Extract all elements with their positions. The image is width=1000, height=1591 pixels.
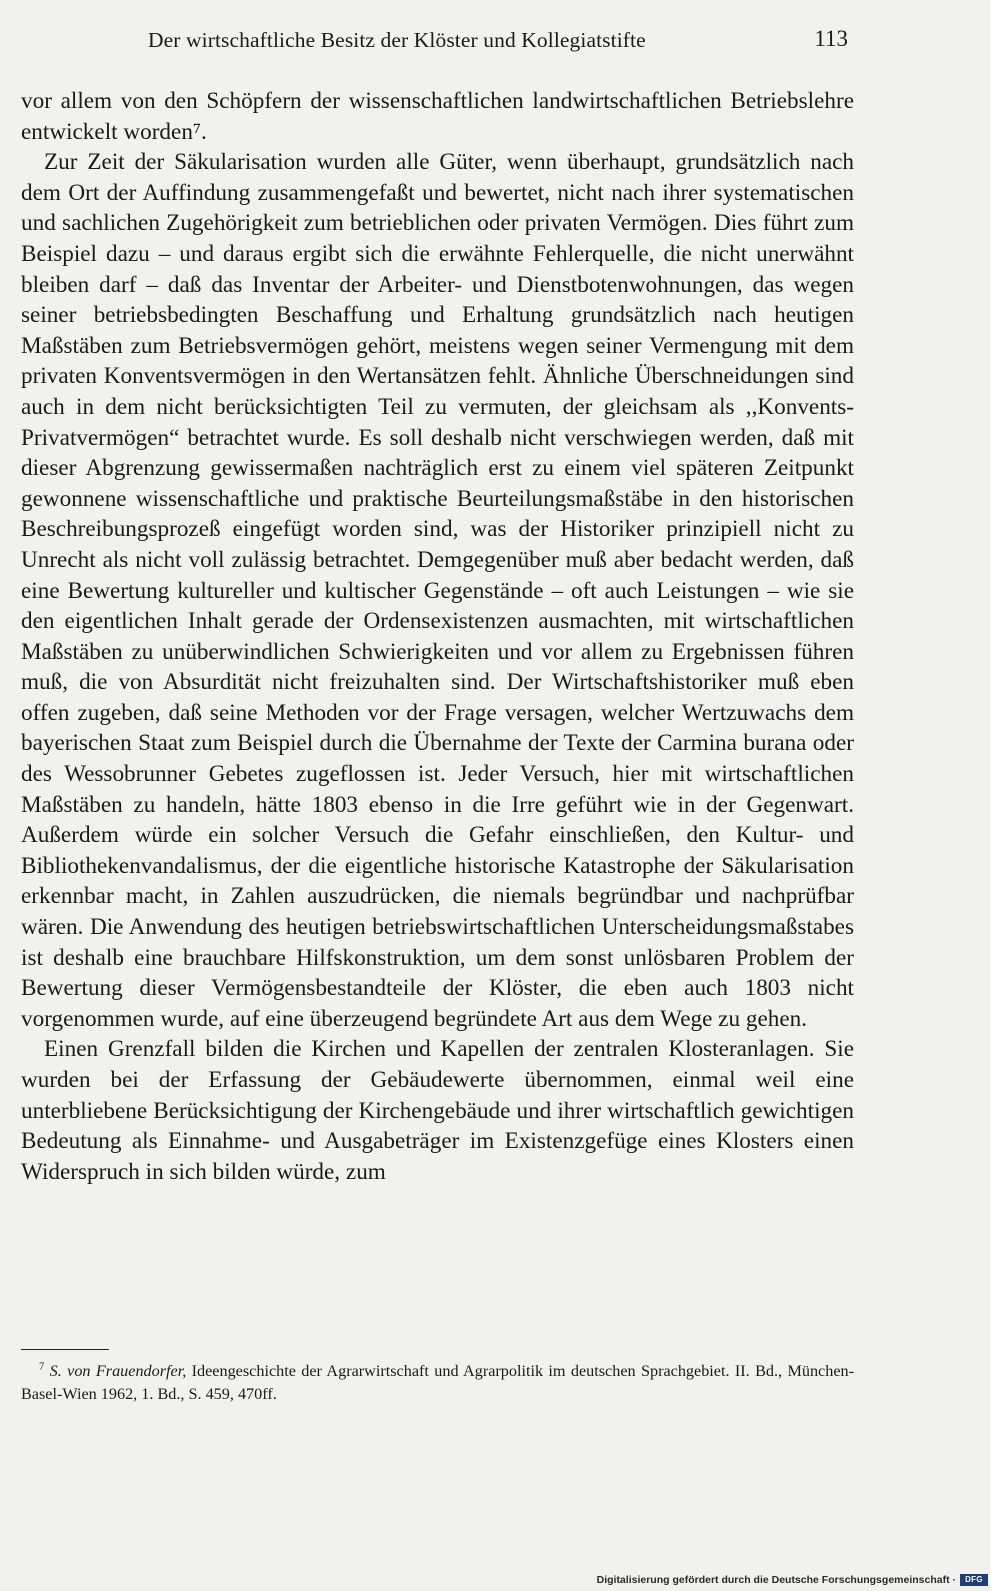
running-header: [148, 28, 848, 60]
footnote-marker: 7: [39, 1361, 45, 1373]
footnote: [21, 1360, 854, 1405]
page-edge: [990, 0, 1000, 1591]
footnote-text: Ideengeschichte der Agrarwirtschaft und Agrarpolitik im deutschen Sprachgebiet. II. Bd., München-Basel-Wien 1962, 1. Bd., S. 459, 470ff.: [21, 1362, 854, 1403]
running-title: Der wirtschaftliche Besitz der Klöster und Kollegiatstifte: [148, 28, 646, 52]
funding-banner: [597, 1571, 988, 1589]
footnote-separator: [21, 1349, 109, 1350]
page-number: 113: [814, 26, 848, 51]
dfg-logo-icon: DFG: [960, 1574, 988, 1586]
footnote-author: S. von Frauendorfer,: [49, 1362, 187, 1380]
paragraph-3: Einen Grenzfall bilden die Kirchen und Kapellen der zentralen Klosteranlagen. Sie wurden bei der Erfassung der Gebäudewerte übernommen, einmal weil eine unterbliebene Berücksichtigung der Kirchengebäude und ihrer wirtschaftlich gewichtigen Bedeutung als Einnahme- und Ausgabeträger im Existenzgefüge eines Klosters einen Widerspruch in sich bilden würde, zum: [21, 1036, 854, 1185]
body-text: [21, 86, 854, 1187]
paragraph-1: vor allem von den Schöpfern der wissenschaftlichen landwirtschaftlichen Betriebslehre entwickelt worden⁷.: [21, 88, 854, 145]
paragraph-2: Zur Zeit der Säkularisation wurden alle Güter, wenn überhaupt, grundsätzlich nach dem Ort der Auffindung zusammengefaßt und bewertet, nicht nach ihrer systematischen und sachlichen Zugehörigkeit zum betrieblichen oder privaten Vermögen. Dies führt zum Beispiel dazu – und daraus ergibt sich die erwähnte Fehlerquelle, die nicht unerwähnt bleiben darf – daß das Inventar der Arbeiter- und Dienstbotenwohnungen, das wegen seiner betriebsbedingten Beschaffung und Erhaltung grundsätzlich nach heutigen Maßstäben zum Betriebsvermögen gehört, meistens wegen seiner Vermengung mit dem privaten Konventsvermögen in den Wertansätzen fehlt. Ähnliche Überschneidungen sind auch in dem nicht berücksichtigten Teil zu vermuten, der gleichsam als ,,Konvents-Privatvermögen“ betrachtet wurde. Es soll deshalb nicht verschwiegen werden, daß mit dieser Abgrenzung gewissermaßen nachträglich erst zu einem viel späteren Zeitpunkt gewonnene wissenschaftliche und praktische Beurteilungsmaßstäbe in den historischen Beschreibungsprozeß eingefügt worden sind, was der Historiker prinzipiell nicht zu Unrecht als nicht voll zulässig betrachtet. Demgegenüber muß aber bedacht werden, daß eine Bewertung kultureller und kultischer Gegenstände – oft auch Leistungen – wie sie den eigentlichen Inhalt gerade der Ordensexistenzen ausmachten, mit wirtschaftlichen Maßstäben zu unüberwindlichen Schwierigkeiten und vor allem zu Ergebnissen führen muß, die von Absurdität nicht freizuhalten sind. Der Wirtschaftshistoriker muß eben offen zugeben, daß seine Methoden vor der Frage versagen, welcher Wertzuwachs dem bayerischen Staat zum Beispiel durch die Übernahme der Texte der Carmina burana oder des Wessobrunner Gebetes zugeflossen ist. Jeder Versuch, hier mit wirtschaftlichen Maßstäben zu handeln, hätte 1803 ebenso in die Irre geführt wie in der Gegenwart. Außerdem würde ein solcher Versuch die Gefahr einschließen, den Kultur- und Bibliothekenvandalismus, der die eigentliche historische Katastrophe der Säkularisation erkennbar macht, in Zahlen auszudrücken, die niemals begründbar und nachprüfbar wären. Die Anwendung des heutigen betriebswirtschaftlichen Unterscheidungsmaßstabes ist deshalb eine brauchbare Hilfskonstruktion, um dem sonst unlösbaren Problem der Bewertung dieser Vermögensbestandteile der Klöster, die eben auch 1803 nicht vorgenommen wurde, auf eine überzeugend begründete Art aus dem Wege zu gehen.: [21, 149, 854, 1032]
funding-text: Digitalisierung gefördert durch die Deutsche Forschungsgemeinschaft ·: [596, 1574, 956, 1586]
